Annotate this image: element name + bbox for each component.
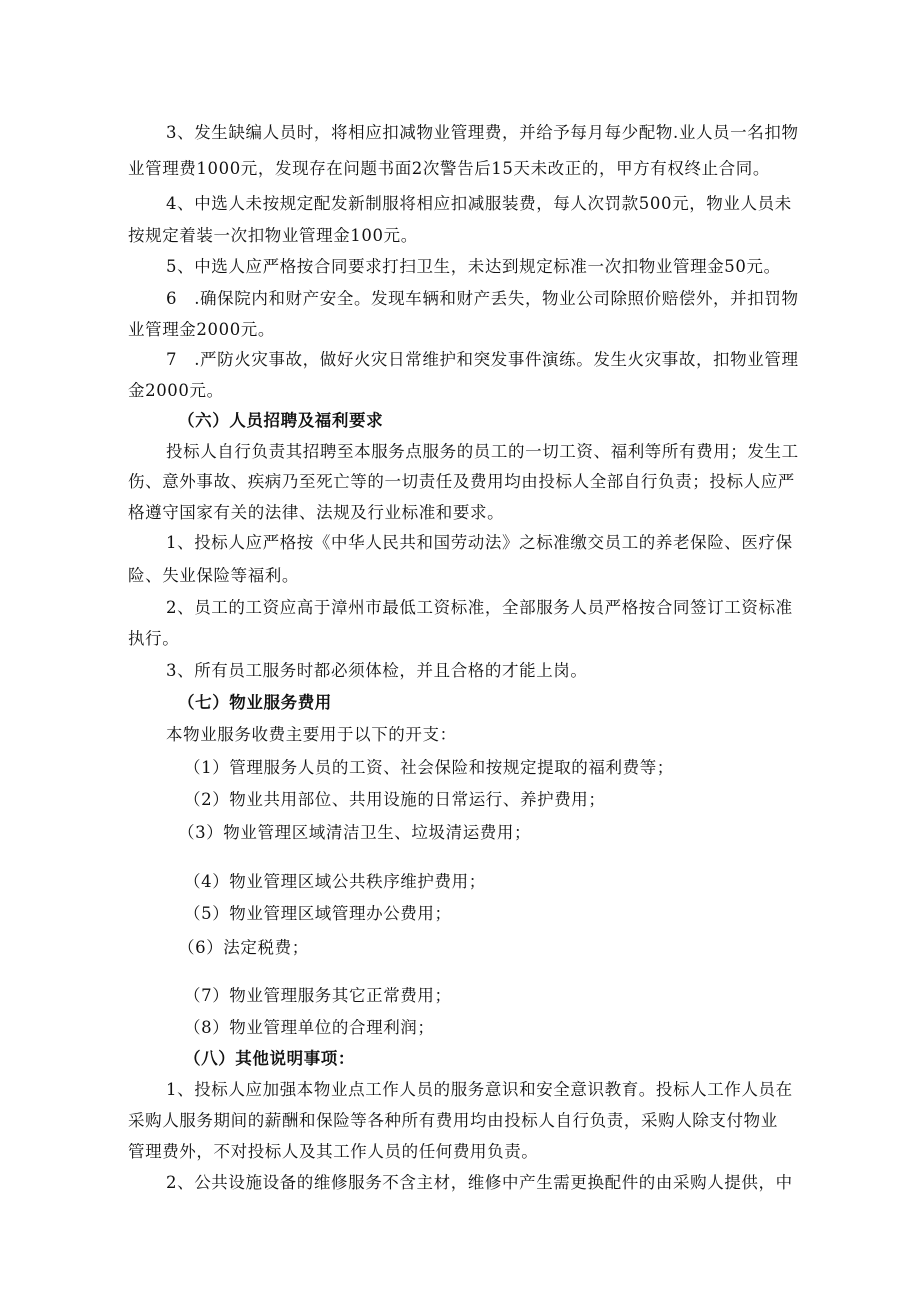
- text-line: 本物业服务收费主要用于以下的开支：: [166, 725, 457, 744]
- text-line: 格遵守国家有关的法律、法规及行业标准和要求。: [128, 503, 505, 522]
- text-line: 投标人自行负责其招聘至本服务点服务的员工的一切工资、福利等所有费用；发生工: [166, 442, 799, 461]
- text-line: 5、中选人应严格按合同要求打扫卫生，未达到规定标准一次扣物业管理金50元。: [166, 257, 781, 276]
- text-line: 4、中选人未按规定配发新制服将相应扣减服装费，每人次罚款500元，物业人员未: [166, 194, 792, 213]
- text-line: 2、员工的工资应高于漳州市最低工资标准，全部服务人员严格按合同签订工资标准: [166, 598, 793, 617]
- section-heading: （七）物业服务费用: [178, 693, 332, 712]
- text-line: 1、投标人应严格按《中华人民共和国劳动法》之标准缴交员工的养老保险、医疗保: [166, 533, 793, 552]
- text-line: 业管理费1000元，发现存在问题书面2次警告后15天未改正的，甲方有权终止合同。: [128, 159, 770, 178]
- text-line: 3、发生缺编人员时，将相应扣减物业管理费，并给予每月每少配物.业人员一名扣物: [166, 123, 799, 142]
- text-line: 险、失业保险等福利。: [128, 566, 299, 585]
- text-line: 业管理金2000元。: [128, 320, 275, 339]
- text-line: 金2000元。: [128, 381, 224, 400]
- list-item: （8）物业管理单位的合理利润；: [184, 1018, 435, 1037]
- text-line: 6 .确保院内和财产安全。发现车辆和财产丢失，物业公司除照价赔偿外，并扣罚物: [166, 289, 799, 308]
- text-line: 伤、意外事故、疾病乃至死亡等的一切责任及费用均由投标人全部自行负责；投标人应严: [128, 472, 795, 491]
- list-item: （4）物业管理区域公共秩序维护费用；: [184, 872, 486, 891]
- section-heading: （六）人员招聘及福利要求: [178, 411, 384, 430]
- list-item: （7）物业管理服务其它正常费用；: [184, 986, 452, 1005]
- text-line: 2、公共设施设备的维修服务不含主材，维修中产生需更换配件的由采购人提供，中: [166, 1173, 793, 1192]
- list-item: （6）法定税费；: [178, 938, 309, 957]
- list-item: （5）物业管理区域管理办公费用；: [184, 904, 452, 923]
- list-item: （3）物业管理区域清洁卫生、垃圾清运费用；: [178, 823, 532, 842]
- text-line: 7 .严防火灾事故，做好火灾日常维护和突发事件演练。发生火灾事故，扣物业管理: [166, 350, 799, 369]
- text-line: 执行。: [128, 629, 180, 648]
- text-line: 3、所有员工服务时都必须体检，并且合格的才能上岗。: [166, 661, 588, 680]
- list-item: （2）物业共用部位、共用设施的日常运行、养护费用；: [184, 790, 606, 809]
- text-line: 按规定着装一次扣物业管理金100元。: [128, 226, 418, 245]
- text-line: 1、投标人应加强本物业点工作人员的服务意识和安全意识教育。投标人工作人员在: [166, 1080, 793, 1099]
- text-line: 管理费外，不对投标人及其工作人员的任何费用负责。: [128, 1142, 539, 1161]
- list-item: （1）管理服务人员的工资、社会保险和按规定提取的福利费等；: [184, 758, 674, 777]
- section-heading: （八）其他说明事项：: [184, 1049, 355, 1068]
- text-line: 采购人服务期间的薪酬和保险等各种所有费用均由投标人自行负责，采购人除支付物业: [128, 1111, 778, 1130]
